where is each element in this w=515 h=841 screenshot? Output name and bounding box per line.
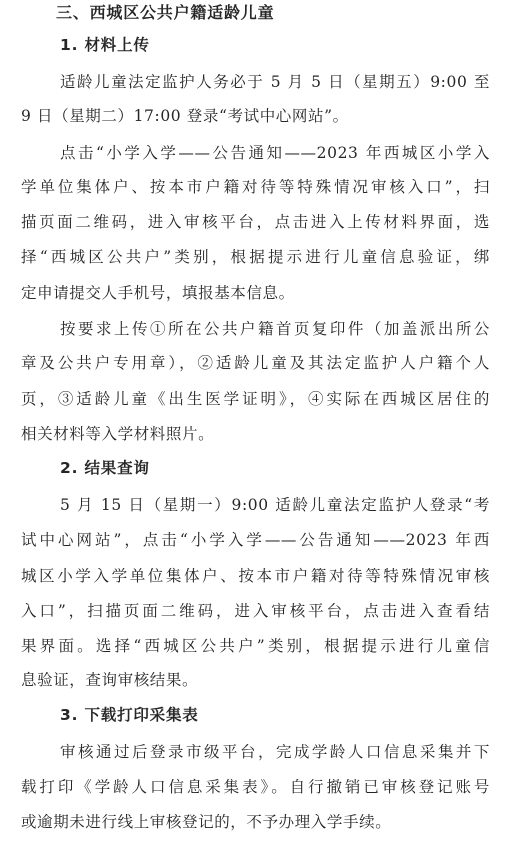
paragraph-line: 审核通过后登录市级平台，完成学龄人口信息采集并下 <box>60 743 490 761</box>
paragraph-line: 载打印《学龄人口信息采集表》。自行撤销已审核登记账号 <box>21 778 490 796</box>
paragraph-line: 试中心网站”，点击“小学入学——公告通知——2023 年西 <box>21 531 490 549</box>
paragraph-line: 城区小学入学单位集体户、按本市户籍对待等特殊情况审核 <box>21 567 490 585</box>
paragraph-line: 息验证，查询审核结果。 <box>21 671 199 689</box>
heading-result-query: 2. 结果查询 <box>60 459 150 477</box>
paragraph-line: 定申请提交人手机号，填报基本信息。 <box>21 284 295 302</box>
paragraph-line: 章及公共户专用章），②适龄儿童及其法定监护人户籍个人 <box>21 354 490 372</box>
paragraph-line: 果界面。选择“西城区公共户”类别，根据提示进行儿童信 <box>21 637 490 655</box>
paragraph-line: 或逾期未进行线上审核登记的，不予办理入学手续。 <box>21 813 392 831</box>
paragraph-line: 入口”，扫描页面二维码，进入审核平台，点击进入查看结 <box>21 602 490 620</box>
paragraph-line: 择“西城区公共户”类别，根据提示进行儿童信息验证，绑 <box>21 248 490 266</box>
paragraph-line: 按要求上传①所在公共户籍首页复印件（加盖派出所公 <box>60 320 490 338</box>
paragraph-line: 5 月 15 日（星期一）9:00 适龄儿童法定监护人登录“考 <box>60 496 490 514</box>
paragraph-line: 点击“小学入学——公告通知——2023 年西城区小学入 <box>60 144 490 162</box>
paragraph-line: 适龄儿童法定监护人务必于 5 月 5 日（星期五）9:00 至 <box>60 73 490 91</box>
paragraph-line: 描页面二维码，进入审核平台，点击进入上传材料界面，选 <box>21 213 490 231</box>
section-title: 三、西城区公共户籍适龄儿童 <box>56 3 275 22</box>
paragraph-line: 9 日（星期二）17:00 登录“考试中心网站”。 <box>21 107 349 125</box>
paragraph-line: 学单位集体户、按本市户籍对待等特殊情况审核入口”，扫 <box>21 178 490 196</box>
heading-download-print: 3. 下载打印采集表 <box>60 706 199 724</box>
paragraph-line: 页，③适龄儿童《出生医学证明》，④实际在西城区居住的 <box>21 390 490 408</box>
paragraph-line: 相关材料等入学材料照片。 <box>21 425 215 443</box>
heading-material-upload: 1. 材料上传 <box>60 36 150 54</box>
